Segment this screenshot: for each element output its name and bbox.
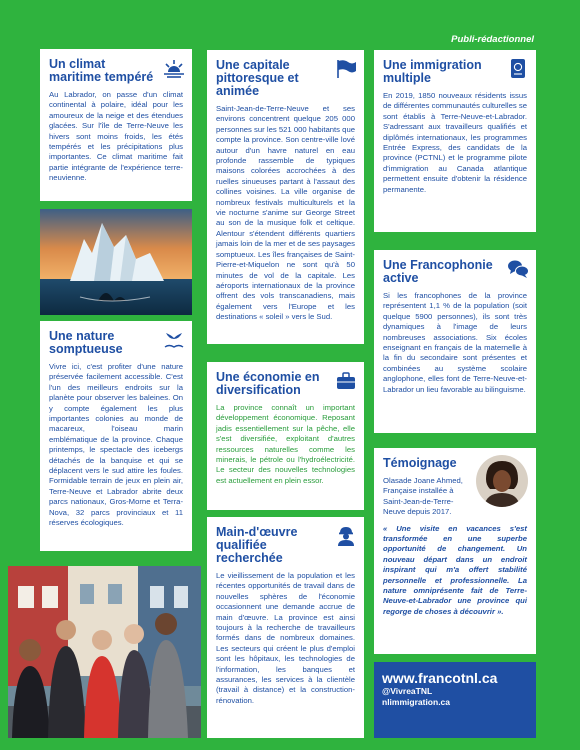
climat-card — [40, 49, 192, 201]
immigration-card — [374, 50, 536, 232]
main-oeuvre-text: Le vieillissement de la population et les récentes opportunités de travail dans de nouvelles sphères de l'économie occasionnent une demande accrue de main d'œuvre. La province est ainsi toujours à la recherche de travailleurs formés dans de nombreux domaines. Les secteurs qui créent le plus d'emploi sont les hôpitaux, les technologies de l'information, les banques et assurances, les services à la clientèle (travail à distance) et la construction-rénovation. — [216, 571, 355, 705]
iceberg-photo — [40, 209, 192, 315]
nlimmigration-link[interactable]: nlimmigration.ca — [382, 697, 451, 707]
main-oeuvre-card — [207, 517, 364, 738]
passport-icon — [507, 59, 529, 79]
temoignage-title: Témoignage — [383, 456, 457, 470]
main-oeuvre-title: Main-d'œuvre qualifiée recherchée — [216, 526, 355, 565]
publi-tag: Publi-rédactionnel — [451, 34, 534, 45]
whale-tail-icon — [163, 330, 185, 350]
climat-title: Un climat maritime tempéré — [49, 58, 183, 84]
immigration-text: En 2019, 1850 nouveaux résidents issus de différentes communautés culturelles se sont établis à Terre-Neuve-et-Labrador. S'adressant aux travailleurs qualifiés et diplômés internationaux, les programmes Entrée Express, des candidats de la province (PCTNL) et le programme pilote d'immigration au Canada atlantique permettent ensuite d'obtenir la résidence permanente. — [383, 91, 527, 194]
people-photo — [8, 566, 201, 738]
climat-text: Au Labrador, on passe d'un climat continental à polaire, idéal pour les amoureux de la neige et des étendues glacées. Sur l'île de Terre-Neuve les hivers sont moins froids, les étés tempérés et les précipitations plus importantes. Ce climat maritime fait partie intégrante de l'expérience terre-neuvienne. — [49, 90, 183, 183]
capitale-card — [207, 50, 364, 344]
temoignage-quote: « Une visite en vacances s'est transformée en une superbe opportunité de changement. Un nouveau départ dans un endroit inspirant qui m'a offert stabilité personnelle et professionnelle. La nature omniprésente fait de Terre-Neuve-et-Labrador une province qui regorge de choses à découvrir ». — [383, 523, 527, 616]
portrait-photo — [476, 455, 528, 507]
temoignage-intro: Olasade Joane Ahmed, Française installée à Saint-Jean-de-Terre-Neuve depuis 2017. — [383, 476, 463, 517]
francophonie-title: Une Francophonie active — [383, 259, 527, 285]
contact-footer — [374, 662, 536, 738]
capitale-title: Une capitale pittoresque et animée — [216, 59, 355, 98]
worker-icon — [335, 526, 357, 546]
francophonie-card — [374, 250, 536, 433]
flag-icon — [335, 59, 357, 79]
francophonie-text: Si les francophones de la province représentent 1,1 % de la population (soit quelque 5900 personnes), ils sont très dynamiques à l'image de leurs nombreuses associations. Six écoles enseignant en français de la maternelle à la fin du secondaire sont présentes et combinées au système scolaire anglophone, elles font de Terre-Neuve-et-Labrador un lieu favorable au bilinguisme. — [383, 291, 527, 394]
capitale-text: Saint-Jean-de-Terre-Neuve et ses environs concentrent quelque 205 000 personnes sur les 521 000 habitants que compte la province. Son centre-ville lové autour d'un havre naturel en eau profonde rassemble de typiques maisons colorées accrochées à des ruelles sinueuses partant à l'assaut des collines voisines. La ville organise de nombreux festivals multiculturels et la vie nocturne s'anime sur George Street au son de la musique folk et celtique. Alentour s'étendent différents quartiers jamais loin de la mer et de ses paysages somptueux. Les îles françaises de Saint-Pierre-et-Miquelon ne sont qu'à 50 minutes de vol de la capitale. Les aéroports internationaux de la province offrent des vols transcanadiens, mais également vers l'Europe et les destinations « soleil » vers le Sud. — [216, 104, 355, 322]
nature-card — [40, 321, 192, 551]
economie-text: La province connaît un important développement économique. Reposant jadis essentiellement sur la pêche, elle s'est diversifiée, exploitant d'autres ressources naturelles comme les minerais, le pétrole ou l'hydroélectricité. Le secteur des nouvelles technologies est actuellement en plein essor. — [216, 403, 355, 485]
temoignage-card — [374, 448, 536, 654]
social-handle: @VivreaTNL — [382, 686, 433, 696]
briefcase-icon — [335, 371, 357, 391]
speech-bubbles-icon — [507, 259, 529, 279]
economie-card — [207, 362, 364, 510]
economie-title: Une économie en diversification — [216, 371, 355, 397]
immigration-title: Une immigration multiple — [383, 59, 527, 85]
francotnl-link[interactable]: www.francotnl.ca — [382, 670, 498, 686]
nature-title: Une nature somptueuse — [49, 330, 183, 356]
nature-text: Vivre ici, c'est profiter d'une nature préservée facilement accessible. C'est l'un des meilleurs endroits sur la planète pour observer les baleines. On y compte également les plus importantes colonies au monde de macareux, l'oiseau marin emblématique de la province. Chaque printemps, le spectacle des icebergs détachés de la banquise et qui se déplacent vers le sud attire les foules. Formidable terrain de jeux en plein air, Terre-Neuve et Labrador abrite deux parcs nationaux, Gros-Morne et Terra-Nova, 32 parcs provinciaux et 11 réserves écologiques. — [49, 362, 183, 528]
sun-horizon-icon — [163, 58, 185, 78]
